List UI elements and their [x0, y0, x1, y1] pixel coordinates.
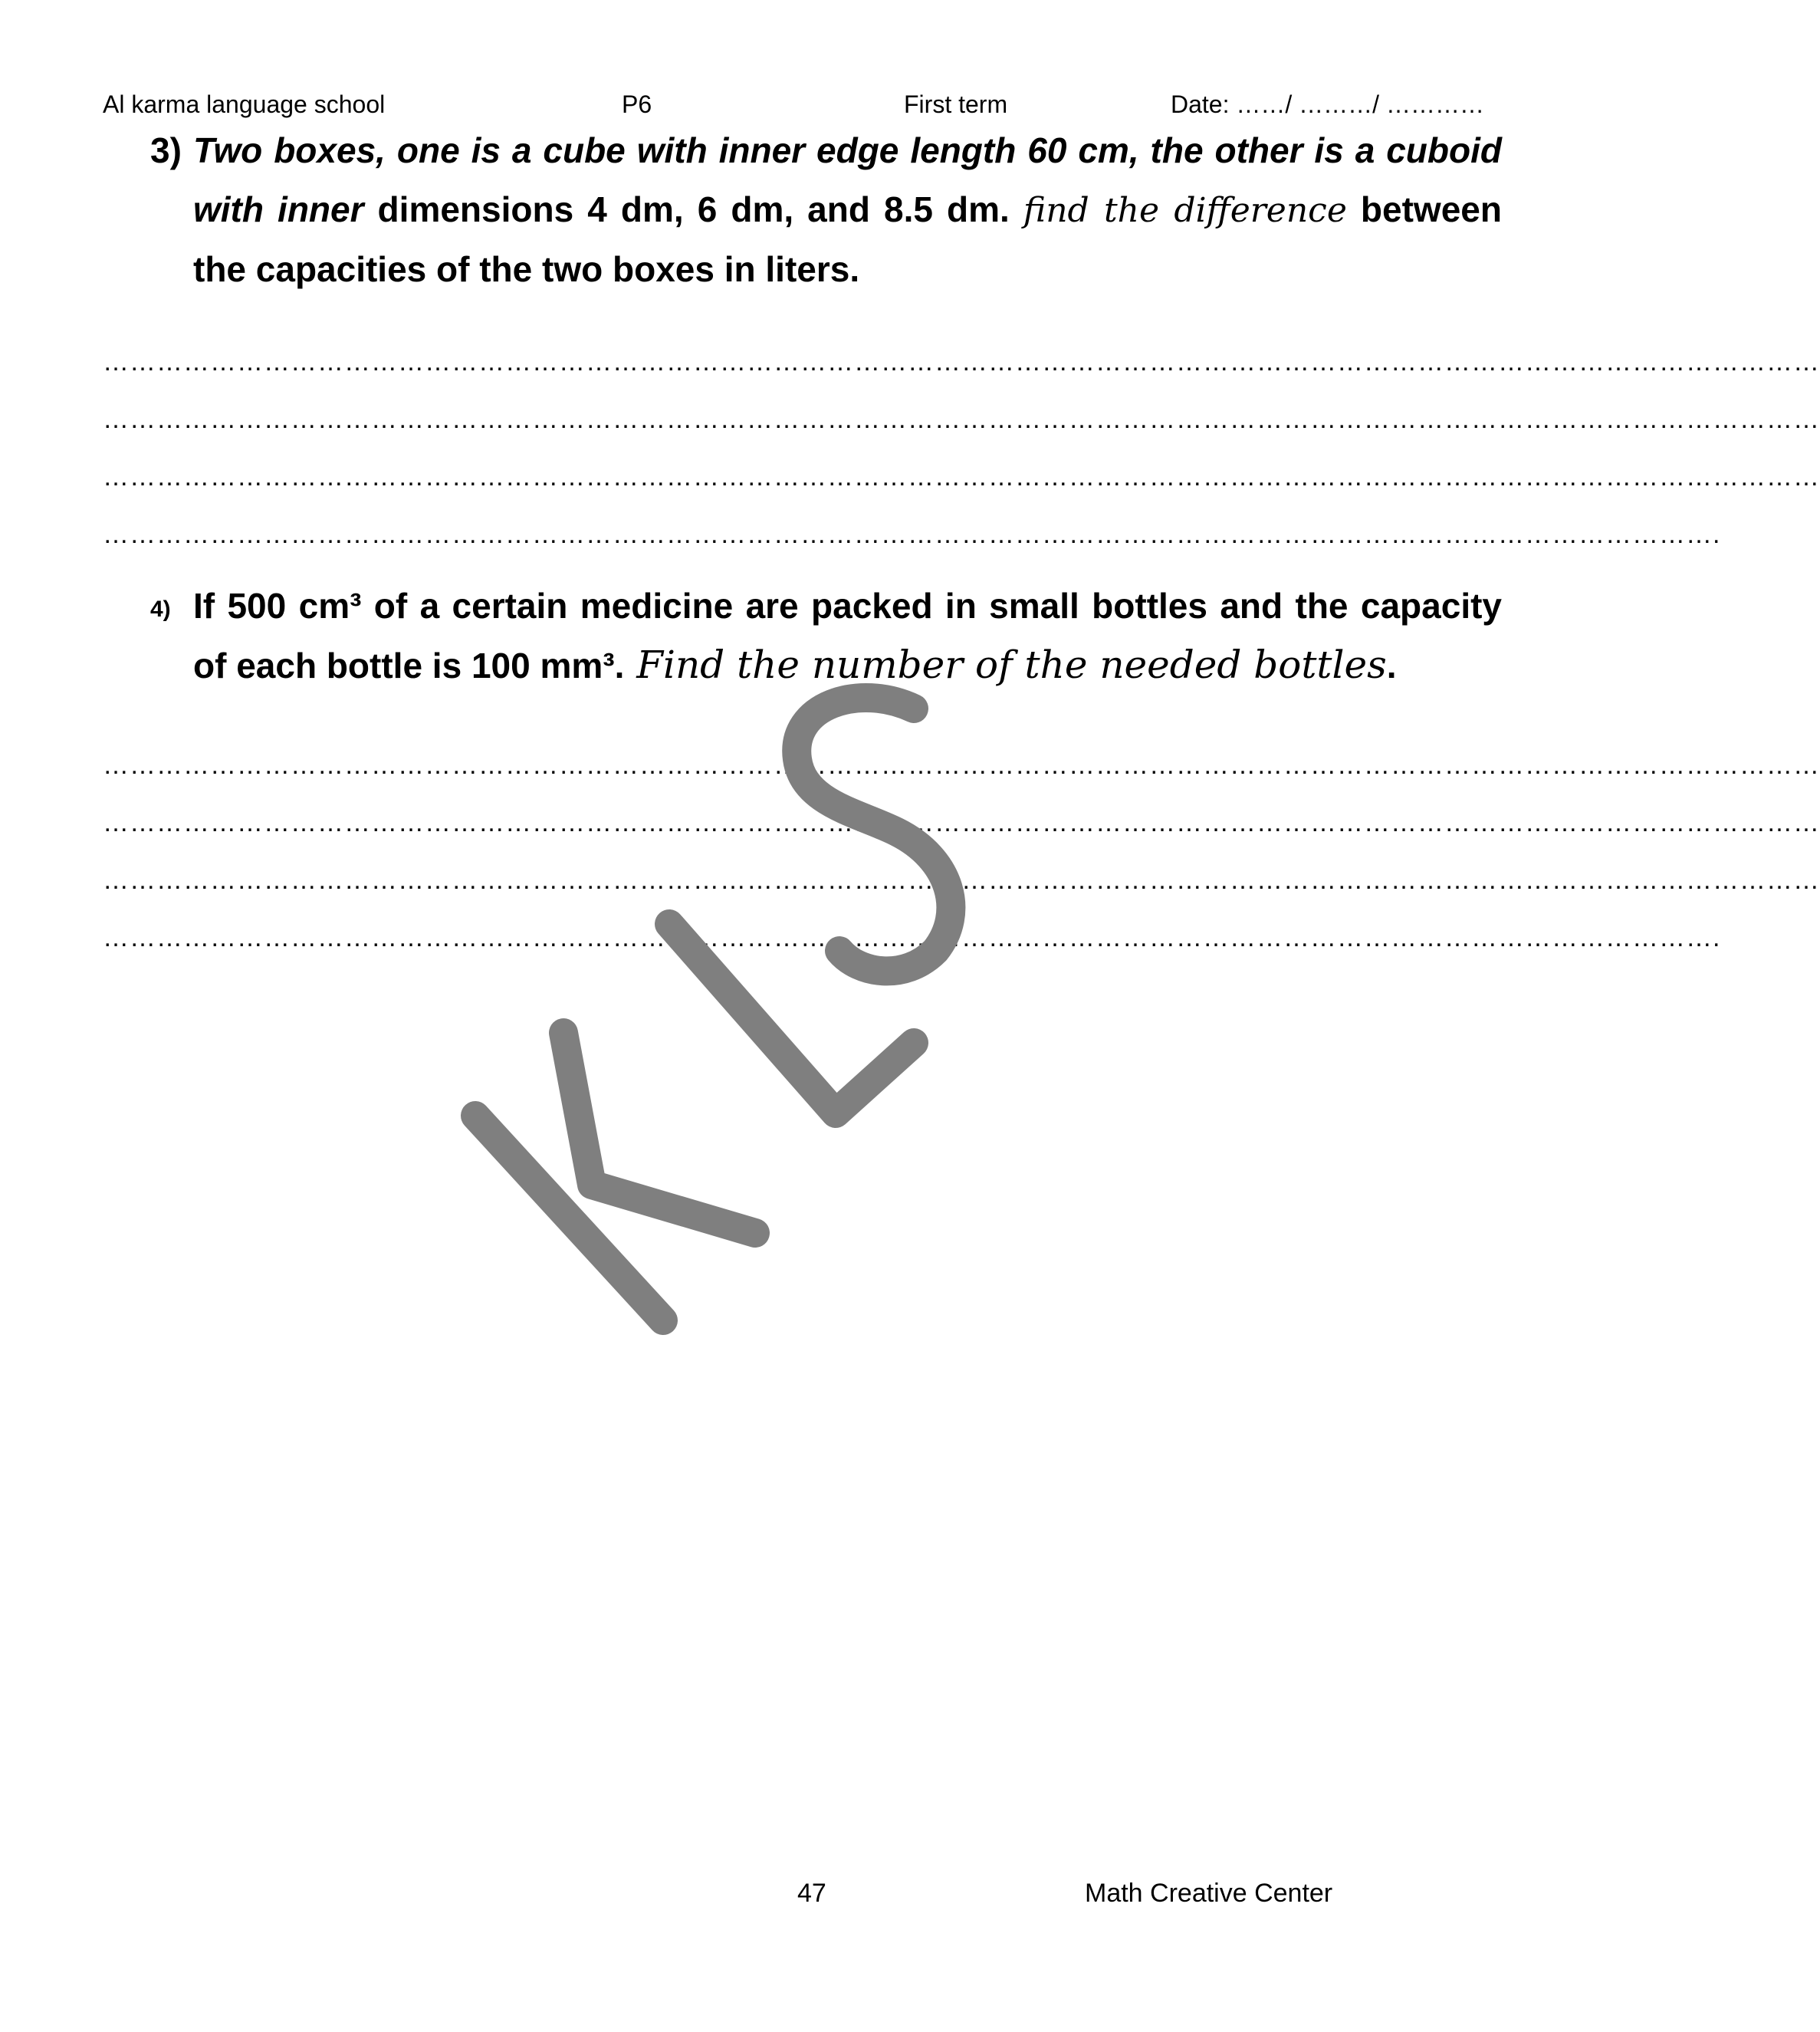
answer-line[interactable]: ……………………………………………………………………………………………………………………………………………………………….	[103, 520, 1721, 549]
question-number: 3)	[150, 130, 182, 170]
question-text-script: find the difference	[1023, 191, 1347, 230]
question-text	[193, 121, 1502, 299]
watermark-letters	[475, 698, 951, 1320]
school-name: Al karma language school	[103, 90, 386, 118]
question-text-script: Find the number of the needed bottles	[624, 643, 1387, 687]
answer-line[interactable]: …………………………………………………………………………………………………………………………………………………………………………	[103, 866, 1820, 895]
answer-line[interactable]: …………………………………………………………………………………………………………………………………………………………………………	[103, 751, 1820, 780]
question-text-italic: Two boxes, one is a cube with inner edge length 60 cm, the other is a cuboid with inner	[193, 130, 1502, 229]
answer-line[interactable]: …………………………………………………………………………………………………………………………………………………………………………	[103, 347, 1820, 376]
watermark-letter-l	[669, 924, 914, 1113]
footer-center-name: Math Creative Center	[1085, 1879, 1333, 1908]
question-3	[150, 121, 1502, 299]
answer-line[interactable]: …………………………………………………………………………………………………………………………………………………………………………	[103, 405, 1820, 434]
grade-label: P6	[622, 90, 652, 118]
page-number: 47	[797, 1879, 826, 1908]
term-label: First term	[904, 90, 1008, 118]
question-number: 4)	[150, 597, 171, 622]
question-text-bold: If 500 cm³ of a certain medicine are packed in small bottles and the capacity of each bottle is 100 mm³.	[193, 586, 1502, 686]
question-text-bold: dimensions 4 dm, 6 dm, and 8.5 dm.	[363, 189, 1023, 229]
question-text-end: .	[1386, 646, 1397, 686]
watermark-letter-k	[563, 1033, 755, 1233]
answer-line[interactable]: ……………………………………………………………………………………………………………………………………………………………….	[103, 923, 1721, 952]
watermark-letter-s	[797, 698, 951, 971]
date-field: Date: ……/ ………/ …………	[1171, 90, 1484, 118]
watermark-letter-k	[475, 1116, 663, 1320]
answer-line[interactable]: …………………………………………………………………………………………………………………………………………………………………………	[103, 462, 1820, 492]
kls-watermark	[429, 675, 1119, 1365]
question-text-bold-end: between the capacities of the two boxes in liters.	[193, 189, 1502, 289]
answer-line[interactable]: …………………………………………………………………………………………………………………………………………………………………………	[103, 808, 1820, 837]
